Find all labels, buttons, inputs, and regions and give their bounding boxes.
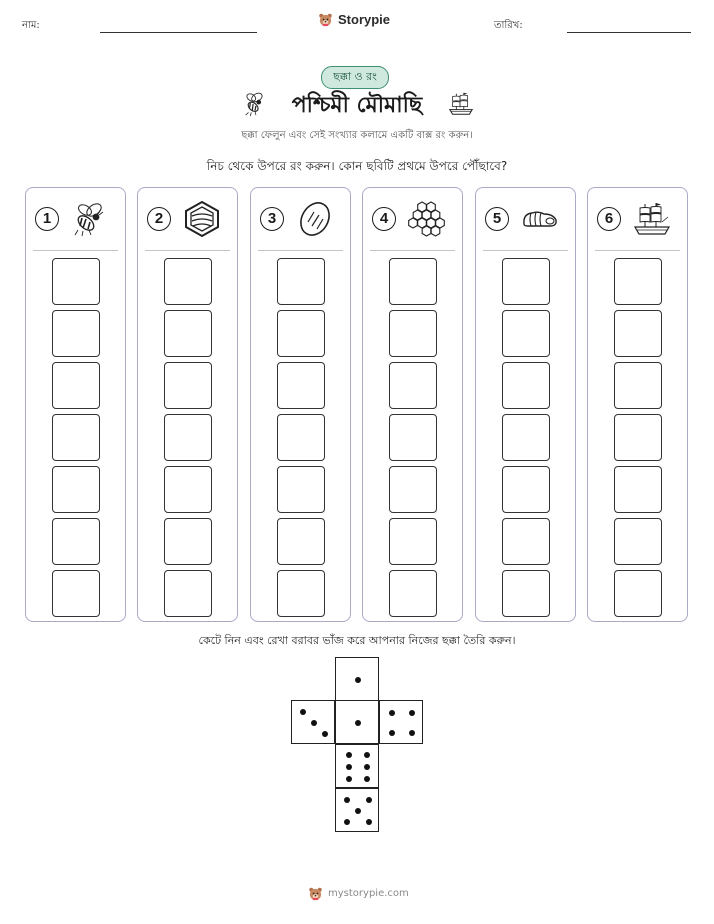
color-box[interactable] [502, 466, 550, 513]
dice-column-1 [25, 187, 126, 622]
color-box[interactable] [164, 310, 212, 357]
dice-face-4[interactable] [379, 700, 423, 744]
color-box[interactable] [389, 258, 437, 305]
dice-pip [311, 720, 317, 726]
column-divider [483, 250, 568, 251]
color-box[interactable] [502, 362, 550, 409]
dice-pip [355, 808, 361, 814]
dice-pip [366, 819, 372, 825]
color-box[interactable] [164, 258, 212, 305]
name-line[interactable] [100, 32, 257, 33]
color-box[interactable] [502, 258, 550, 305]
dice-face-6[interactable] [335, 744, 379, 788]
column-header [138, 188, 237, 250]
color-box[interactable] [614, 414, 662, 461]
color-box[interactable] [614, 570, 662, 617]
dice-pip [346, 776, 352, 782]
color-box[interactable] [52, 362, 100, 409]
bee-icon [70, 200, 110, 238]
color-box[interactable] [389, 570, 437, 617]
color-box[interactable] [502, 310, 550, 357]
dice-pip [344, 819, 350, 825]
ship-icon [632, 200, 672, 238]
color-box[interactable] [614, 310, 662, 357]
dice-pip [409, 710, 415, 716]
column-number: 5 [485, 207, 509, 231]
storypie-bear-icon [308, 886, 323, 901]
color-box[interactable] [277, 518, 325, 565]
bread-icon [295, 200, 335, 238]
footer-url[interactable]: mystorypie.com [328, 888, 409, 899]
color-box[interactable] [277, 570, 325, 617]
color-box[interactable] [52, 414, 100, 461]
page-title: পশ্চিমী মৌমাছি [291, 93, 423, 118]
brand-name: Storypie [338, 12, 391, 27]
column-number: 2 [147, 207, 171, 231]
color-box[interactable] [502, 414, 550, 461]
color-box[interactable] [277, 414, 325, 461]
column-divider [145, 250, 230, 251]
dice-pip [409, 730, 415, 736]
dice-pip [366, 797, 372, 803]
category-badge: ছক্কা ও রং [321, 66, 389, 89]
color-box[interactable] [614, 258, 662, 305]
brand-logo [318, 12, 390, 27]
dice-pip [364, 776, 370, 782]
instruction: নিচ থেকে উপরে রং করুন। কোন ছবিটি প্রথমে উপরে পৌঁছাবে? [206, 159, 508, 173]
honeycomb-icon [407, 200, 447, 238]
dice-pip [355, 720, 361, 726]
date-line[interactable] [567, 32, 691, 33]
dice-pip [389, 730, 395, 736]
color-box[interactable] [502, 518, 550, 565]
dice-pip [355, 677, 361, 683]
column-divider [370, 250, 455, 251]
dice-pip [344, 797, 350, 803]
color-box[interactable] [277, 310, 325, 357]
color-box[interactable] [277, 362, 325, 409]
column-header [588, 188, 687, 250]
ship-icon [447, 90, 475, 118]
dice-face-1[interactable] [335, 700, 379, 744]
larva-icon [520, 200, 560, 238]
color-box[interactable] [389, 466, 437, 513]
honey-hexagon-icon [182, 200, 222, 238]
column-divider [33, 250, 118, 251]
color-box[interactable] [164, 466, 212, 513]
column-number: 6 [597, 207, 621, 231]
date-label: তারিখ: [494, 20, 523, 31]
column-divider [258, 250, 343, 251]
color-box[interactable] [52, 258, 100, 305]
dice-pip [346, 752, 352, 758]
cut-instruction: কেটে নিন এবং রেখা বরাবর ভাঁজ করে আপনার নিজের ছক্কা তৈরি করুন। [198, 634, 516, 647]
name-label: নাম: [22, 20, 40, 31]
color-box[interactable] [164, 414, 212, 461]
color-box[interactable] [277, 466, 325, 513]
dice-column-4 [362, 187, 463, 622]
color-box[interactable] [164, 518, 212, 565]
color-box[interactable] [614, 466, 662, 513]
color-box[interactable] [614, 362, 662, 409]
dice-pip [364, 752, 370, 758]
column-header [363, 188, 462, 250]
dice-pip [300, 709, 306, 715]
dice-column-6 [587, 187, 688, 622]
color-box[interactable] [164, 362, 212, 409]
column-divider [595, 250, 680, 251]
color-box[interactable] [389, 310, 437, 357]
color-box[interactable] [389, 518, 437, 565]
dice-face-1[interactable] [335, 657, 379, 701]
dice-face-3[interactable] [291, 700, 335, 744]
color-box[interactable] [277, 258, 325, 305]
dice-column-3 [250, 187, 351, 622]
dice-pip [364, 764, 370, 770]
dice-column-5 [475, 187, 576, 622]
color-box[interactable] [614, 518, 662, 565]
column-number: 3 [260, 207, 284, 231]
column-header [26, 188, 125, 250]
color-box[interactable] [389, 362, 437, 409]
dice-pip [322, 731, 328, 737]
dice-face-5[interactable] [335, 788, 379, 832]
color-box[interactable] [52, 466, 100, 513]
color-box[interactable] [389, 414, 437, 461]
dice-pip [389, 710, 395, 716]
column-header [476, 188, 575, 250]
color-box[interactable] [52, 310, 100, 357]
dice-column-2 [137, 187, 238, 622]
color-box[interactable] [502, 570, 550, 617]
color-box[interactable] [52, 518, 100, 565]
storypie-bear-icon [318, 12, 333, 27]
color-box[interactable] [52, 570, 100, 617]
column-number: 1 [35, 207, 59, 231]
column-number: 4 [372, 207, 396, 231]
footer [308, 886, 409, 901]
dice-pip [346, 764, 352, 770]
color-box[interactable] [164, 570, 212, 617]
column-header [251, 188, 350, 250]
subtitle: ছক্কা ফেলুন এবং সেই সংখ্যার কলামে একটি বাক্স রং করুন। [241, 130, 473, 141]
